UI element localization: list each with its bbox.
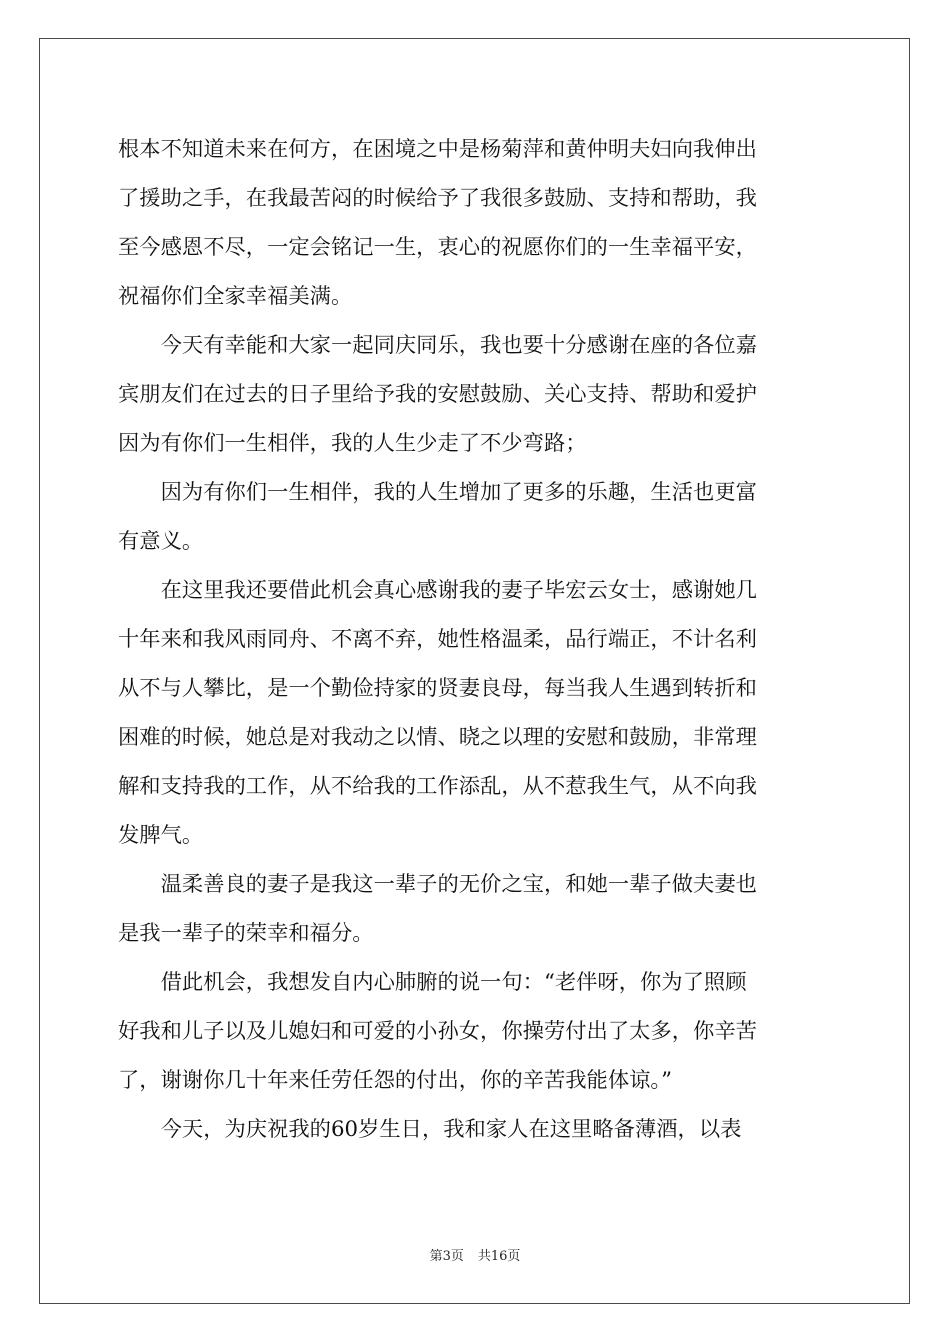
- text-line: 今天有幸能和大家一起同庆同乐，我也要十分感谢在座的各位嘉: [118, 333, 757, 358]
- text-line: 了，谢谢你几十年来任劳任怨的付出，你的辛苦我能体谅。”: [118, 1068, 672, 1093]
- page-footer: [0, 1245, 950, 1264]
- text-line: 借此机会，我想发自内心肺腑的说一句：“老伴呀，你为了照顾: [118, 970, 747, 995]
- text-line: 宾朋友们在过去的日子里给予我的安慰鼓励、关心支持、帮助和爱护: [118, 382, 757, 407]
- text-line: 了援助之手，在我最苦闷的时候给予了我很多鼓励、支持和帮助，我: [118, 186, 757, 211]
- page-total: 共16页: [477, 1249, 521, 1264]
- text-line: 在这里我还要借此机会真心感谢我的妻子毕宏云女士，感谢她几: [118, 578, 757, 603]
- text-line: 好我和儿子以及儿媳妇和可爱的小孙女，你操劳付出了太多，你辛苦: [118, 1019, 757, 1044]
- text-line: 困难的时候，她总是对我动之以情、晓之以理的安慰和鼓励，非常理: [118, 725, 757, 750]
- text-line: 是我一辈子的荣幸和福分。: [118, 921, 374, 946]
- text-line: 今天，为庆祝我的60岁生日，我和家人在这里略备薄酒，以表: [118, 1117, 742, 1142]
- page-number: 第3页: [429, 1249, 464, 1264]
- text-line: 温柔善良的妻子是我这一辈子的无价之宝，和她一辈子做夫妻也: [118, 872, 757, 897]
- text-line: 至今感恩不尽，一定会铭记一生，衷心的祝愿你们的一生幸福平安，: [118, 235, 757, 260]
- text-line: 解和支持我的工作，从不给我的工作添乱，从不惹我生气，从不向我: [118, 774, 757, 799]
- text-line: 祝福你们全家幸福美满。: [118, 284, 353, 309]
- text-line: 根本不知道未来在何方，在困境之中是杨菊萍和黄仲明夫妇向我伸出: [118, 137, 757, 162]
- text-line: 因为有你们一生相伴，我的人生增加了更多的乐趣，生活也更富: [118, 480, 757, 505]
- text-line: 从不与人攀比，是一个勤俭持家的贤妻良母，每当我人生遇到转折和: [118, 676, 757, 701]
- text-line: 发脾气。: [118, 823, 204, 848]
- text-line: 有意义。: [118, 529, 204, 554]
- text-line: 十年来和我风雨同舟、不离不弃，她性格温柔，品行端正，不计名利: [118, 627, 757, 652]
- text-line: 因为有你们一生相伴，我的人生少走了不少弯路；: [118, 431, 587, 456]
